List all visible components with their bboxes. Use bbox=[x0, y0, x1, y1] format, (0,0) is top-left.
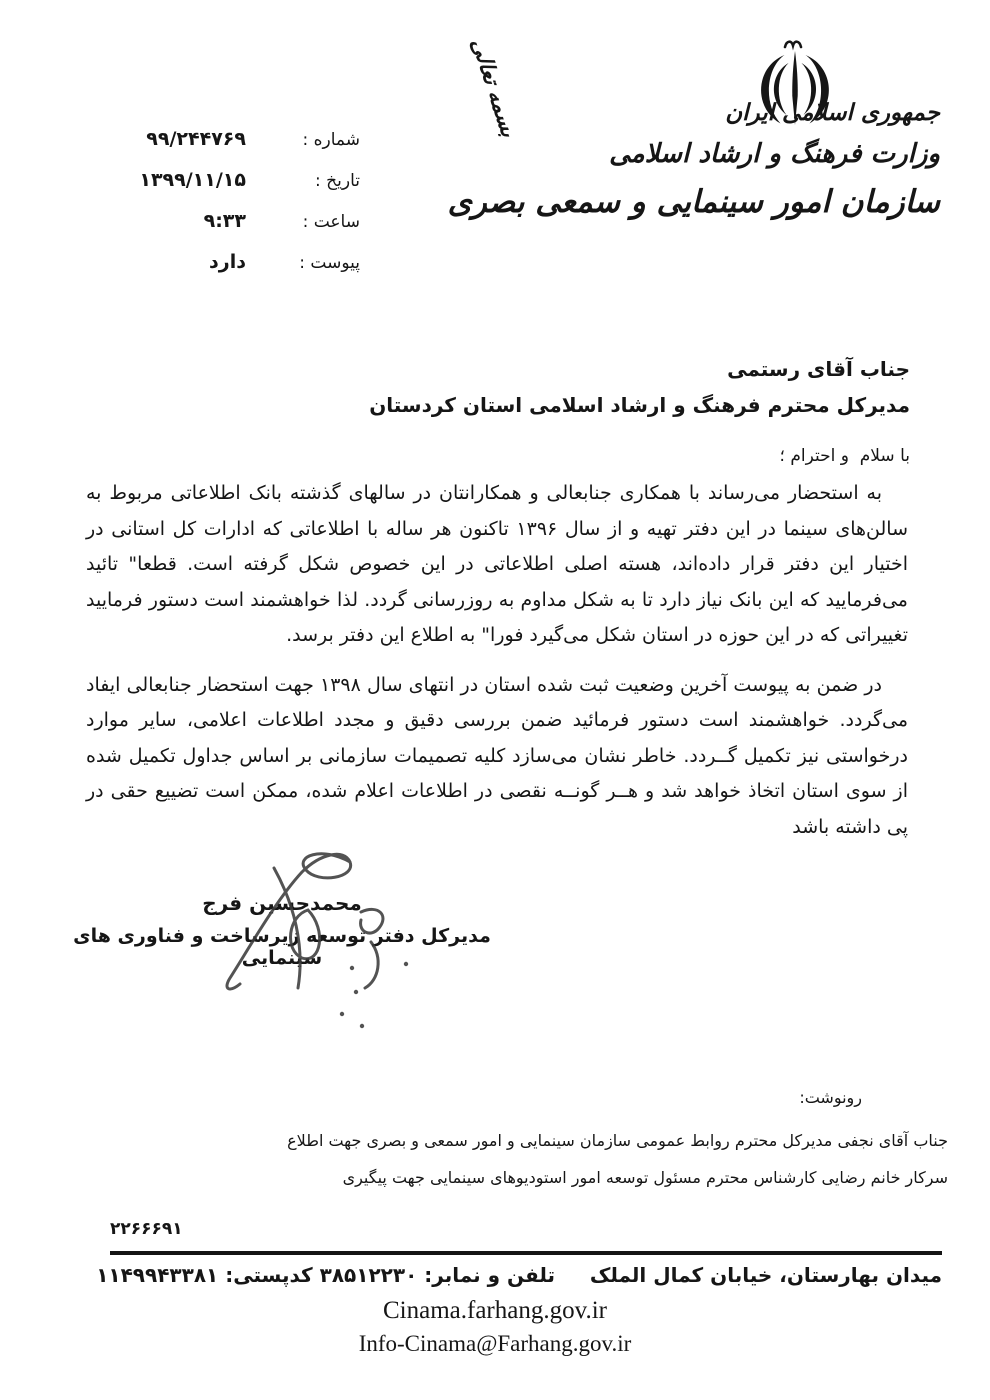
cc-item-2: سرکار خانم رضایی کارشناس محترم مسئول توسعه امور استودیوهای سینمایی جهت پیگیری bbox=[342, 1168, 948, 1187]
footer-address: میدان بهارستان، خیابان کمال الملک تلفن و نمابر: ۳۸۵۱۲۲۳۰ کدپستی: ۱۱۴۹۹۴۳۳۸۱ bbox=[96, 1263, 942, 1287]
time-value: ۹:۳۳ bbox=[203, 210, 246, 232]
attachment-value: دارد bbox=[209, 251, 246, 273]
number-value: ۹۹/۲۴۴۷۶۹ bbox=[146, 128, 246, 150]
org-organization-line: سازمان امور سینمایی و سمعی بصری bbox=[447, 184, 940, 220]
meta-row-attachment bbox=[106, 251, 360, 273]
letter-body bbox=[86, 476, 908, 859]
cc-label: رونوشت: bbox=[799, 1088, 862, 1107]
footer-website: Cinama.farhang.gov.ir bbox=[383, 1297, 607, 1324]
body-paragraph-2: در ضمن به پیوست آخرین وضعیت ثبت شده استان در انتهای سال ۱۳۹۸ جهت استحضار جنابعالی ایفاد می‌گردد. خواهشمند است دستور فرمائید ضمن بررسی دقیق و مجدد اطلاعات اعلامی، سایر موارد درخواستی نیز تکمیل گــردد. خاطر نشان می‌سازد کلیه تصمیمات سازمانی بر اساس جداول تکمیل شده از سوی استان اتخاذ خواهد شد و هــر گونــه نقصی در اطلاعات اعلام شده، ممکن است تضییع حقی در پی داشته باشد bbox=[86, 673, 908, 838]
signer-title: مدیرکل دفتر توسعه زیرساخت و فناوری های سینمایی bbox=[73, 925, 491, 969]
attachment-label: پیوست : bbox=[299, 253, 360, 273]
salutation: با سلام و احترام ؛ bbox=[779, 446, 910, 466]
time-label: ساعت : bbox=[302, 212, 360, 232]
meta-row-time bbox=[106, 210, 360, 232]
footer-ref-number: ۲۲۶۶۶۹۱ bbox=[110, 1219, 183, 1239]
handwritten-signature bbox=[210, 846, 445, 1046]
letterhead-org-block bbox=[448, 100, 940, 220]
meta-row-date bbox=[106, 169, 360, 191]
body-paragraph-1: به استحضار می‌رساند با همکاری جنابعالی و همکارانتان در سالهای گذشته بانک اطلاعاتی مربوط به سالن‌های سینما در این دفتر تهیه و از سال ۱۳۹۶ تاکنون هر ساله با اطلاعاتی که ادارات کل استانی در اختیار این دفتر قرار داده‌اند، هسته اصلی اطلاعاتی در این خصوص شکل گرفته است. قطعا" تائید می‌فرمایید که این بانک نیاز دارد تا به شکل مداوم به روزرسانی گردد. لذا خواهشمند است دستور فرمایید تغییراتی که در این حوزه در استان شکل می‌گیرد فورا" به اطلاع این دفتر برسد. bbox=[86, 482, 908, 646]
signer-name: محمدحسین فرج bbox=[202, 891, 362, 915]
meta-row-number bbox=[106, 128, 360, 150]
recipient-title: مدیرکل محترم فرهنگ و ارشاد اسلامی استان کردستان bbox=[369, 393, 910, 417]
footer-divider bbox=[110, 1251, 942, 1255]
number-label: شماره : bbox=[302, 130, 360, 150]
footer-email: Info-Cinama@Farhang.gov.ir bbox=[358, 1331, 632, 1356]
recipient-block bbox=[369, 351, 910, 466]
date-label: تاریخ : bbox=[315, 171, 360, 191]
letter-meta-block bbox=[106, 128, 360, 292]
cc-item-1: جناب آقای نجفی مدیرکل محترم روابط عمومی سازمان سینمایی و امور سمعی و بصری جهت اطلاع bbox=[287, 1131, 948, 1150]
recipient-name: جناب آقای رستمی bbox=[727, 357, 910, 381]
cc-items bbox=[287, 1122, 948, 1196]
date-value: ۱۳۹۹/۱۱/۱۵ bbox=[139, 169, 246, 191]
org-country-line: جمهوری اسلامی ایران bbox=[725, 100, 940, 126]
org-ministry-line: وزارت فرهنگ و ارشاد اسلامی bbox=[609, 139, 940, 169]
bismillah-calligraphy: بسمه تعالی bbox=[466, 37, 522, 139]
